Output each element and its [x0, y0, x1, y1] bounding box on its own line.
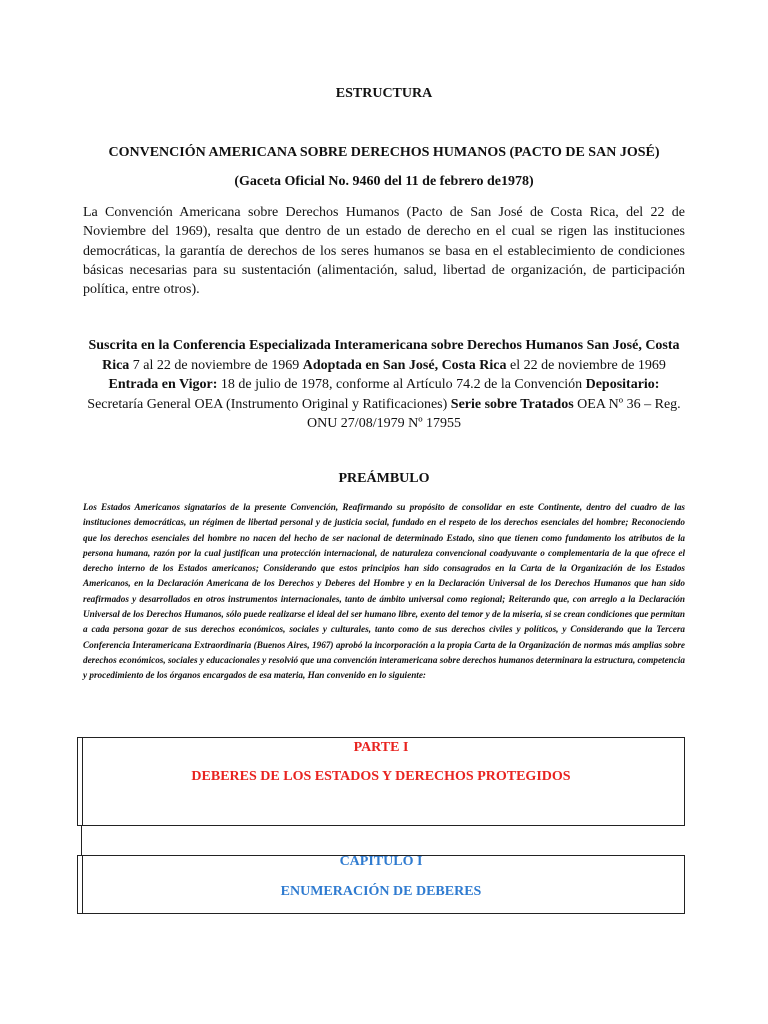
- suscrita-block: [83, 336, 685, 434]
- adoptada-label: Adoptada en San José, Costa Rica: [302, 357, 507, 373]
- gaceta-reference: (Gaceta Oficial No. 9460 del 11 de febrero de1978): [234, 174, 534, 189]
- suscrita-dates: 7 al 22 de noviembre de 1969: [129, 357, 303, 373]
- convention-title: CONVENCIÓN AMERICANA SOBRE DERECHOS HUMANOS (PACTO DE SAN JOSÉ): [108, 145, 660, 160]
- parte-box: [77, 737, 685, 826]
- intro-paragraph: La Convención Americana sobre Derechos Humanos (Pacto de San José de Costa Rica, del 22 de Noviembre del 1969), resalta que dentro de un estado de derecho en el cual se rigen las instituciones democráticas, la garantía de derechos de los seres humanos se basa en el establecimiento de condiciones básicas necesarias para su sustentación (alimentación, salud, libertad de organización, de participación política, entre otros).: [83, 205, 685, 298]
- box-connector-line: [81, 826, 82, 855]
- capitulo-title: ENUMERACIÓN DE DEBERES: [280, 884, 482, 899]
- preambulo-title: PREÁMBULO: [338, 471, 430, 486]
- depositario-label: Depositario:: [585, 377, 660, 392]
- entrada-vigor-label: Entrada en Vigor:: [108, 377, 218, 392]
- preambulo-body: Los Estados Americanos signatarios de la presente Convención, Reafirmando su propósito de consolidar en este Continente, dentro del cuadro de las instituciones democráticas, un régimen de libertad personal y de justicia social, fundado en el respeto de los derechos esenciales del hombre; Reconociendo que los derechos esenciales del hombre no nacen del hecho de ser nacional de determinado Estado, sino que tienen como fundamento los atributos de la persona humana, razón por la cual justifican una protección internacional, de naturaleza convencional coadyuvante o complementaria de la que ofrece el derecho interno de los Estados americanos; Considerando que estos principios han sido consagrados en la Carta de la Organización de los Estados Americanos, en la Declaración Americana de los Derechos y Deberes del Hombre y en la Declaración Universal de los Derechos Humanos que han sido reafirmados y desarrollados en otros instrumentos internacionales, tanto de ámbito universal como regional; Reiterando que, con arreglo a la Declaración Universal de los Derechos Humanos, sólo puede realizarse el ideal del ser humano libre, exento del temor y de la miseria, si se crean condiciones que permitan a cada persona gozar de sus derechos económicos, sociales y culturales, tanto como de sus derechos civiles y políticos, y Considerando que la Tercera Conferencia Interamericana Extraordinaria (Buenos Aires, 1967) aprobó la incorporación a la propia Carta de la Organización de normas más amplias sobre derechos económicos, sociales y educacionales y resolvió que una convención interamericana sobre derechos humanos determinara la estructura, competencia y procedimiento de los órganos encargados de esa materia, Han convenido en lo siguiente:: [83, 502, 686, 681]
- parte-title: DEBERES DE LOS ESTADOS Y DERECHOS PROTEGIDOS: [191, 769, 571, 784]
- document-heading: ESTRUCTURA: [335, 86, 433, 101]
- depositario-text: Secretaría General OEA (Instrumento Original y Ratificaciones): [87, 396, 451, 412]
- serie-tratados-text: OEA Nº 36 – Reg. ONU 27/08/1979 Nº 17955: [306, 396, 681, 431]
- suscrita-label: Suscrita en la Conferencia Especializada Interamericana sobre Derechos Humanos San José, Costa Rica: [88, 338, 680, 373]
- parte-label: PARTE I: [353, 740, 409, 755]
- entrada-vigor-text: 18 de julio de 1978, conforme al Artículo 74.2 de la Convención: [217, 377, 586, 392]
- adoptada-date: el 22 de noviembre de 1969: [506, 357, 666, 373]
- capitulo-box: [77, 855, 685, 914]
- serie-tratados-label: Serie sobre Tratados: [450, 396, 574, 412]
- capitulo-label: CAPITULO I: [339, 854, 423, 869]
